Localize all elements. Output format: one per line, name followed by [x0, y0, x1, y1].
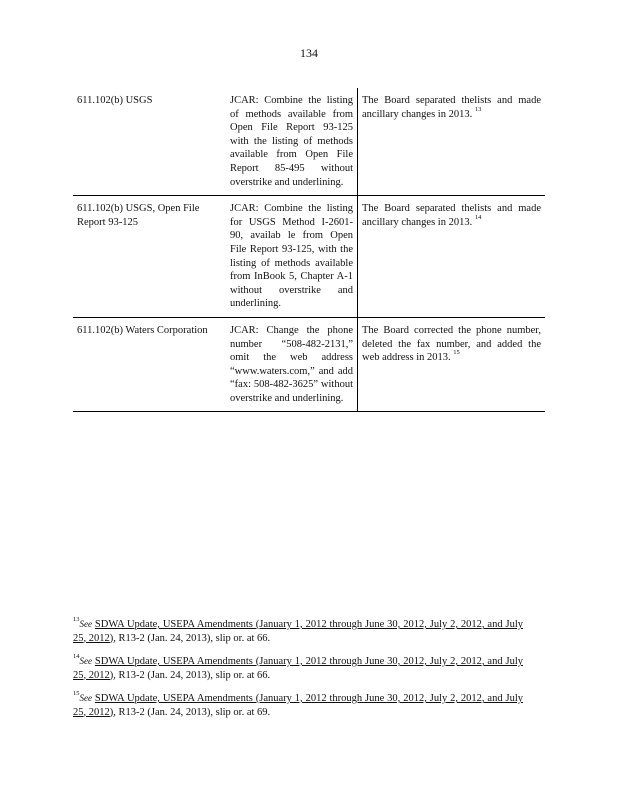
note-text: The Board corrected the phone number, deleted the fax number, and added the web address in 2013. [362, 324, 541, 364]
footnote-see: See [79, 693, 92, 703]
note-cell [358, 88, 546, 196]
section-cell: 611.102(b) USGS [77, 95, 153, 106]
table-row [73, 88, 545, 196]
note-cell [358, 196, 546, 318]
footnote-ref[interactable]: 13 [474, 105, 482, 113]
footnote-number: 13 [73, 616, 80, 623]
footnote-number: 15 [73, 690, 80, 697]
note-text: The Board separated thelists and made ancillary changes in 2013. [362, 203, 541, 228]
instruction-cell: JCAR: Change the phone number “508-482-2131,” omit the web address “www.waters.com,” and add “fax: 508-482-3625” without overstrike and underlining. [230, 324, 353, 404]
footnote-number: 14 [73, 653, 80, 660]
section-cell: 611.102(b) Waters Corporation [77, 324, 208, 336]
note-text: The Board separated thelists and made ancillary changes in 2013. [362, 95, 541, 120]
footnote [73, 655, 523, 682]
footnotes [73, 618, 523, 729]
instruction-cell: JCAR: Combine the listing for USGS Method I-2601-90, availab le from Open File Report 93-125, with the listing of methods available from InBook 5, Chapter A-1 without overstrike and underlining. [230, 203, 353, 310]
footnote-citation: SDWA Update, USEPA Amendments (January 1, 2012 through June 30, 2012, July 2, 2012, and July 25, 2012) [73, 656, 523, 681]
footnote-see: See [79, 656, 92, 666]
footnote-see: See [79, 619, 92, 629]
footnote [73, 692, 523, 719]
amendments-table [73, 88, 545, 412]
footnote-citation: SDWA Update, USEPA Amendments (January 1, 2012 through June 30, 2012, July 2, 2012, and July 25, 2012) [73, 693, 523, 718]
footnote [73, 618, 523, 645]
footnote-rest: , R13-2 (Jan. 24, 2013), slip or. at 66. [113, 632, 271, 644]
footnote-rest: , R13-2 (Jan. 24, 2013), slip or. at 66. [113, 669, 271, 681]
page-number: 134 [300, 46, 318, 60]
table-row [73, 196, 545, 318]
footnote-citation: SDWA Update, USEPA Amendments (January 1, 2012 through June 30, 2012, July 2, 2012, and July 25, 2012) [73, 619, 523, 644]
footnote-ref[interactable]: 14 [474, 213, 482, 221]
section-cell: 611.102(b) USGS, Open File Report 93-125 [77, 203, 200, 228]
footnote-ref[interactable]: 15 [453, 349, 460, 357]
table-row [73, 317, 545, 412]
note-cell [358, 317, 546, 412]
footnote-rest: , R13-2 (Jan. 24, 2013), slip or. at 69. [113, 706, 271, 718]
instruction-cell: JCAR: Combine the listing of methods available from Open File Report 93-125 with the listing of methods available from Open File Report 85-495 without overstrike and underlining. [230, 95, 353, 188]
